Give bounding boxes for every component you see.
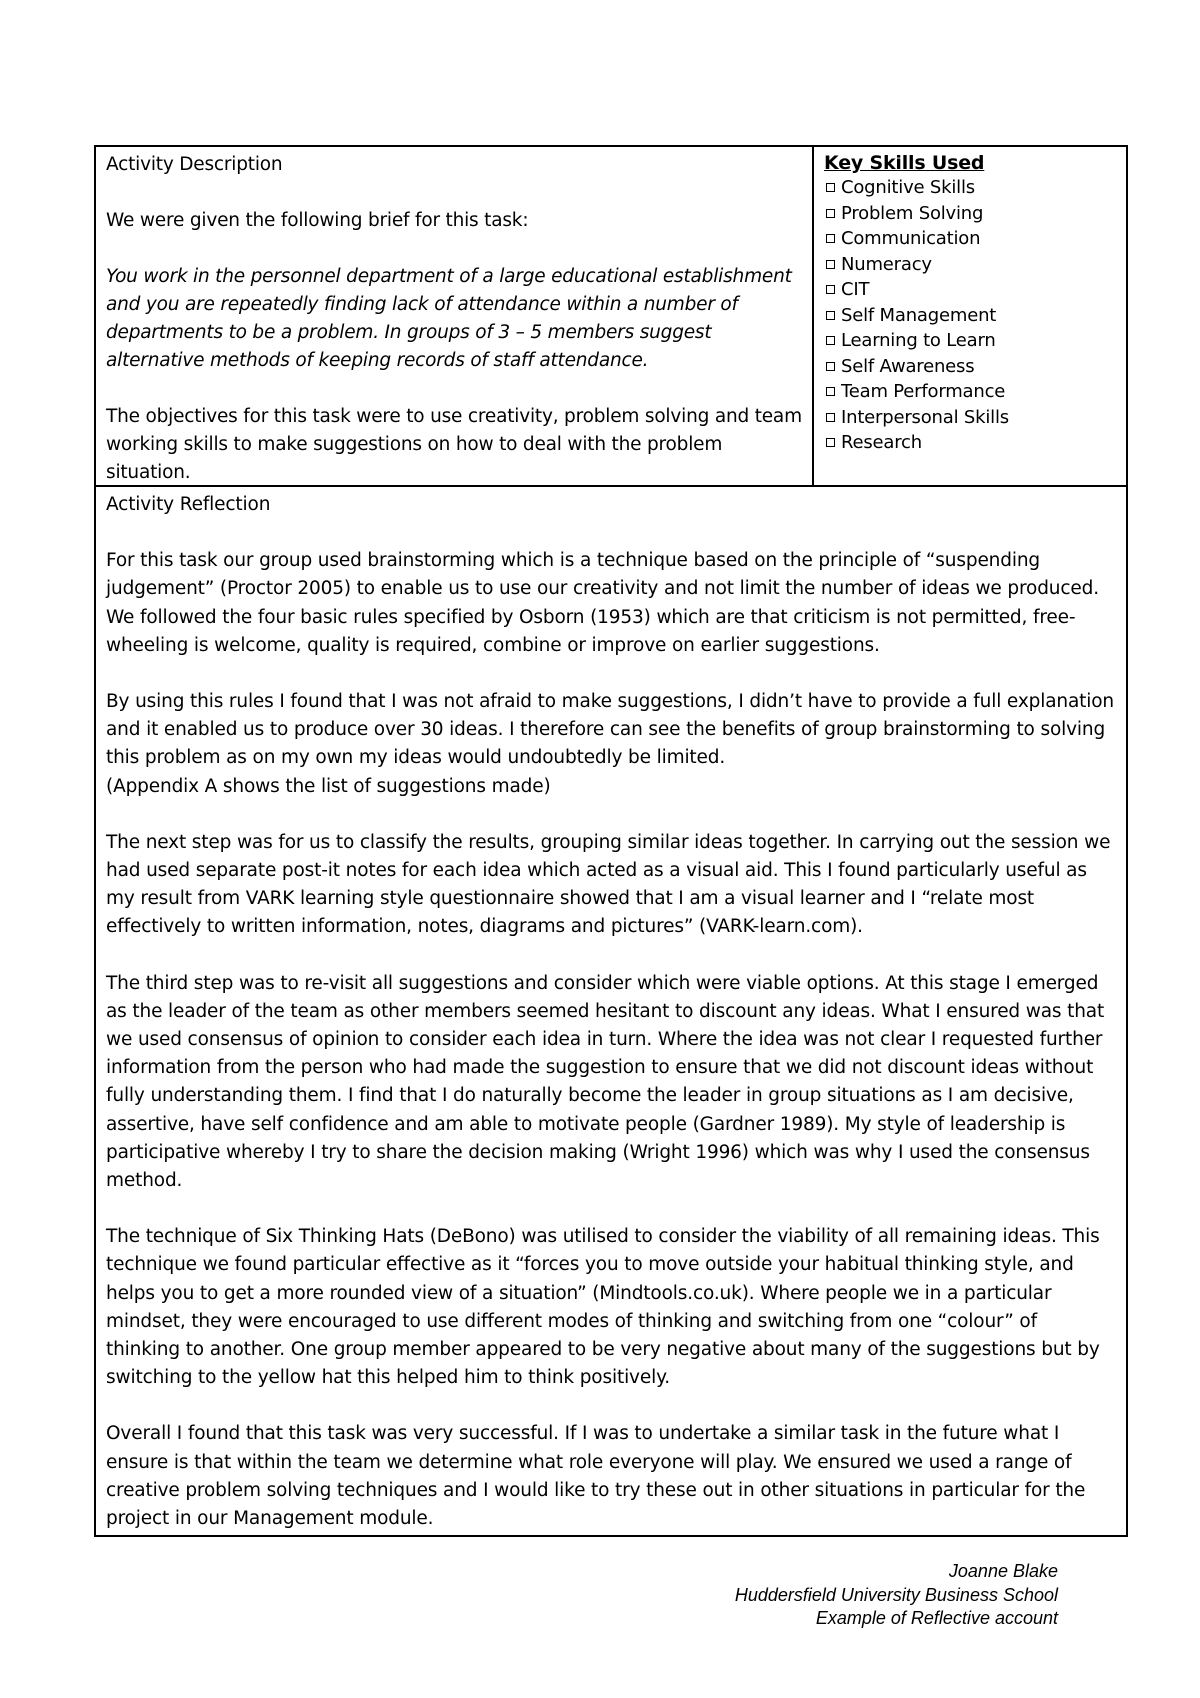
checkbox-icon xyxy=(826,183,835,192)
checkbox-icon xyxy=(826,311,835,320)
skill-label: Self Management xyxy=(841,304,997,326)
checkbox-icon xyxy=(826,336,835,345)
reflection-paragraph: For this task our group used brainstorming which is a technique based on the principle of “suspending judgement” (Proctor 2005) to enable us to use our creativity and not limit the number of ideas we produced. We followed the four basic rules specified by Osborn (1953) which are that criticism is not permitted, free-wheeling is welcome, quality is required, combine or improve on earlier suggestions. xyxy=(106,550,1099,656)
author-signature-block xyxy=(735,1560,1058,1631)
activity-intro: We were given the following brief for this task: xyxy=(106,210,529,231)
checkbox-icon xyxy=(826,413,835,422)
activity-reflection-heading: Activity Reflection xyxy=(106,494,271,515)
activity-reflection-cell xyxy=(96,487,1126,1535)
document-type: Example of Reflective account xyxy=(815,1608,1058,1628)
checkbox-icon xyxy=(826,438,835,447)
checkbox-icon xyxy=(826,234,835,243)
skill-item xyxy=(824,252,1116,278)
checkbox-icon xyxy=(826,362,835,371)
reflection-paragraph: The third step was to re-visit all suggestions and consider which were viable options. At this stage I emerged as the leader of the team as other members seemed hesitant to discount any ideas. What I ensured was that we used consensus of opinion to consider each idea in turn. Where the idea was not clear I requested further information from the person who had made the suggestion to ensure that we did not discount ideas without fully understanding them. I find that I do naturally become the leader in group situations as I am decisive, assertive, have self confidence and am able to motivate people (Gardner 1989). My style of leadership is participative whereby I try to share the decision making (Wright 1996) which was why I used the consensus method. xyxy=(106,972,1105,1192)
appendix-note: (Appendix A shows the list of suggestions made) xyxy=(106,775,551,797)
school-name: Huddersfield University Business School xyxy=(734,1584,1058,1605)
skill-item xyxy=(824,430,1116,456)
activity-description-cell xyxy=(96,147,814,485)
key-skills-cell xyxy=(814,147,1126,485)
skill-label: CIT xyxy=(841,279,870,300)
skill-label: Interpersonal Skills xyxy=(841,406,1009,428)
checkbox-icon xyxy=(826,260,835,269)
skill-label: Numeracy xyxy=(841,253,932,275)
checkbox-icon xyxy=(826,209,835,218)
skill-label: Team Performance xyxy=(841,381,1006,402)
skill-item xyxy=(824,277,1116,303)
skill-label: Cognitive Skills xyxy=(841,177,975,198)
skill-item xyxy=(824,405,1116,431)
author-name: Joanne Blake xyxy=(948,1561,1058,1581)
skill-item xyxy=(824,175,1116,201)
skill-item xyxy=(824,201,1116,227)
key-skills-heading: Key Skills Used xyxy=(824,152,985,174)
skill-label: Learning to Learn xyxy=(841,330,996,351)
reflection-paragraph: The technique of Six Thinking Hats (DeBono) was utilised to consider the viability of all remaining ideas. This technique we found particular effective as it “forces you to move outside your habitual thinking style, and helps you to get a more rounded view of a situation” (Mindtools.co.uk). Where people we in a particular mindset, they were encouraged to use different modes of thinking and switching from one “colour” of thinking to another. One group member appeared to be very negative about many of the suggestions but by switching to the yellow hat this helped him to think positively. xyxy=(106,1226,1100,1389)
checkbox-icon xyxy=(826,387,835,396)
checkbox-icon xyxy=(826,285,835,294)
skill-label: Self Awareness xyxy=(841,355,975,377)
skill-label: Communication xyxy=(841,228,981,249)
skill-item xyxy=(824,303,1116,329)
reflection-paragraph: The next step was for us to classify the results, grouping similar ideas together. In carrying out the session we had used separate post-it notes for each idea which acted as a visual aid. This I found particularly useful as my result from VARK learning style questionnaire showed that I am a visual learner and I “relate most effectively to written information, notes, diagrams and pictures” (VARK-learn.com). xyxy=(106,831,1111,938)
reflective-account-table xyxy=(94,145,1128,1537)
activity-description-heading: Activity Description xyxy=(106,154,283,175)
skill-item xyxy=(824,379,1116,405)
activity-brief: You work in the personnel department of a large educational establishment and you are repeatedly finding lack of attendance within a number of departments to be a problem. In groups of 3 – 5 members suggest alternative methods of keeping records of staff attendance. xyxy=(106,266,792,371)
skill-label: Research xyxy=(841,432,922,453)
skill-item xyxy=(824,354,1116,380)
reflection-paragraph: Overall I found that this task was very successful. If I was to undertake a similar task in the future what I ensure is that within the team we determine what role everyone will play. We ensured we used a range of creative problem solving techniques and I would like to try these out in other situations in particular for the project in our Management module. xyxy=(106,1423,1086,1530)
skill-item xyxy=(824,328,1116,354)
activity-objectives: The objectives for this task were to use creativity, problem solving and team working skills to make suggestions on how to deal with the problem situation. xyxy=(106,406,802,483)
key-skills-list xyxy=(824,175,1116,456)
skill-item xyxy=(824,226,1116,252)
skill-label: Problem Solving xyxy=(841,202,984,224)
reflection-paragraph: By using this rules I found that I was not afraid to make suggestions, I didn’t have to provide a full explanation and it enabled us to produce over 30 ideas. I therefore can see the benefits of group brainstorming to solving this problem as on my own my ideas would undoubtedly be limited. xyxy=(106,691,1114,769)
activity-row xyxy=(96,147,1126,487)
